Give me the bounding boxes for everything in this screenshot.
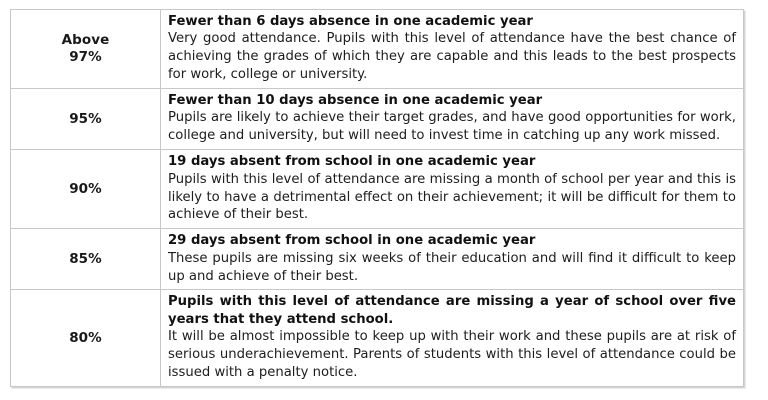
- percent-value-label: 85%: [69, 250, 102, 267]
- table-row: [11, 290, 744, 386]
- attendance-table-container: [10, 9, 744, 387]
- attendance-description-cell: [161, 89, 744, 150]
- percent-value-label: 90%: [69, 180, 102, 197]
- attendance-percent-cell: [11, 150, 161, 229]
- description-body: Very good attendance. Pupils with this level of attendance have the best chance of achieving the grades of which they are capable and this leads to the best prospects for work, college or university.: [168, 31, 736, 83]
- description-heading: 19 days absent from school in one academic year: [168, 154, 536, 170]
- table-row: [11, 150, 744, 229]
- description-body: These pupils are missing six weeks of their education and will find it difficult to keep up and achieve of their best.: [168, 250, 736, 284]
- description-heading: 29 days absent from school in one academic year: [168, 233, 536, 249]
- percent-value-label: 95%: [69, 110, 102, 127]
- table-row: [11, 89, 744, 150]
- attendance-percent-cell: [11, 290, 161, 386]
- attendance-description-cell: [161, 229, 744, 290]
- attendance-description-cell: [161, 290, 744, 386]
- attendance-percent-cell: [11, 10, 161, 89]
- percent-value-label: 80%: [69, 329, 102, 346]
- attendance-description-cell: [161, 10, 744, 89]
- percent-value-label: 97%: [69, 49, 102, 66]
- description-heading: Pupils with this level of attendance are missing a year of school over five years that they attend school.: [168, 294, 736, 327]
- description-body: Pupils are likely to achieve their target grades, and have good opportunities for work, college and university, but will need to invest time in catching up any work missed.: [168, 110, 736, 144]
- description-body: Pupils with this level of attendance are missing a month of school per year and this is likely to have a detrimental effect on their achievement; it will be difficult for them to achieve of their best.: [168, 171, 736, 223]
- description-heading: Fewer than 10 days absence in one academic year: [168, 93, 543, 109]
- percent-prefix-label: Above: [61, 32, 110, 49]
- description-heading: Fewer than 6 days absence in one academic year: [168, 14, 533, 29]
- attendance-table: [10, 9, 744, 387]
- attendance-table-body: [11, 10, 744, 387]
- attendance-percent-cell: [11, 229, 161, 290]
- table-row: [11, 229, 744, 290]
- table-row: [11, 10, 744, 89]
- description-body: It will be almost impossible to keep up with their work and these pupils are at risk of serious underachievement. Parents of students with this level of attendance could be issued with a penalty notice.: [168, 329, 736, 381]
- attendance-description-cell: [161, 150, 744, 229]
- attendance-percent-cell: [11, 89, 161, 150]
